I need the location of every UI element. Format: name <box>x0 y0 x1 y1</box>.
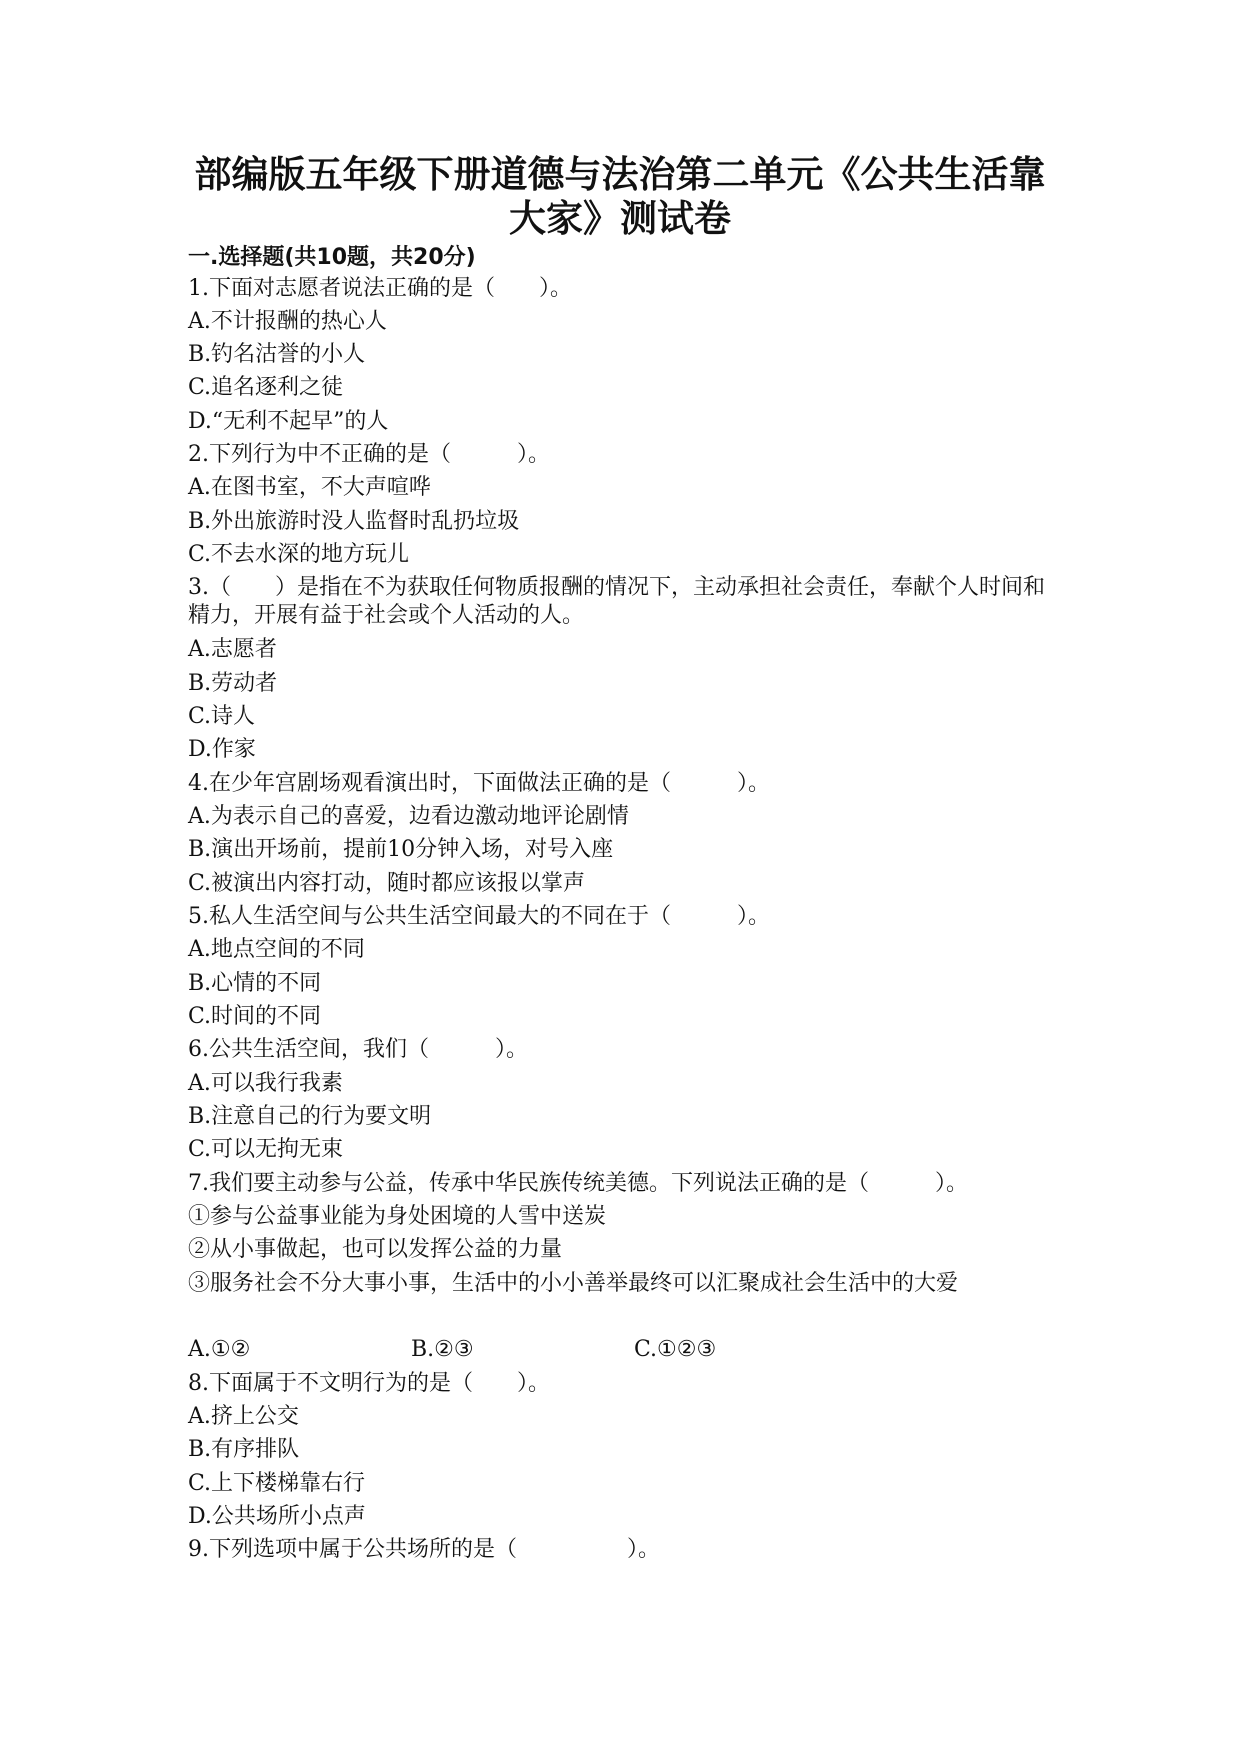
question-7-statement-2: ②从小事做起，也可以发挥公益的力量 <box>188 1237 563 1262</box>
question-8-option-d: D.公共场所小点声 <box>188 1504 366 1529</box>
question-8-stem: 8.下面属于不文明行为的是（ ）。 <box>188 1371 550 1396</box>
question-8-option-a: A.挤上公交 <box>188 1404 299 1429</box>
exam-title-line-1: 部编版五年级下册道德与法治第二单元《公共生活靠 <box>194 153 1046 196</box>
question-5-option-b: B.心情的不同 <box>188 971 322 996</box>
question-1-option-a: A.不计报酬的热心人 <box>188 309 387 334</box>
question-5-option-c: C.时间的不同 <box>188 1004 322 1029</box>
question-3-option-c: C.诗人 <box>188 704 256 729</box>
question-2-stem: 2.下列行为中不正确的是（ ）。 <box>188 442 550 467</box>
question-6-stem: 6.公共生活空间，我们（ ）。 <box>188 1037 528 1062</box>
question-8-option-c: C.上下楼梯靠右行 <box>188 1471 366 1496</box>
question-3-stem: 3.（ ）是指在不为获取任何物质报酬的情况下，主动承担社会责任，奉献个人时间和精力，开展有益于社会或个人活动的人。 <box>188 575 1045 628</box>
question-3-option-a: A.志愿者 <box>188 637 277 662</box>
exam-title-line-2: 大家》测试卷 <box>509 197 731 240</box>
question-3-option-d: D.作家 <box>188 737 256 762</box>
question-7-option-a: A.①② <box>188 1337 251 1362</box>
question-5-stem: 5.私人生活空间与公共生活空间最大的不同在于（ ）。 <box>188 904 770 929</box>
question-6-option-a: A.可以我行我素 <box>188 1071 343 1096</box>
question-4-stem: 4.在少年宫剧场观看演出时，下面做法正确的是（ ）。 <box>188 771 770 796</box>
question-2-option-a: A.在图书室，不大声喧哗 <box>188 475 431 500</box>
question-1-option-b: B.钓名沽誉的小人 <box>188 342 366 367</box>
question-1-stem: 1.下面对志愿者说法正确的是（ ）。 <box>188 276 572 301</box>
question-7-option-b: B.②③ <box>411 1337 474 1362</box>
question-6-option-b: B.注意自己的行为要文明 <box>188 1104 432 1129</box>
question-7-stem: 7.我们要主动参与公益，传承中华民族传统美德。下列说法正确的是（ ）。 <box>188 1171 968 1196</box>
question-3-option-b: B.劳动者 <box>188 671 278 696</box>
section-heading: 一.选择题(共10题，共20分) <box>188 245 476 270</box>
question-2-option-b: B.外出旅游时没人监督时乱扔垃圾 <box>188 509 520 534</box>
question-7-option-c: C.①②③ <box>634 1337 717 1362</box>
question-2-option-c: C.不去水深的地方玩儿 <box>188 542 410 567</box>
question-9-stem: 9.下列选项中属于公共场所的是（ ）。 <box>188 1537 660 1562</box>
question-5-option-a: A.地点空间的不同 <box>188 937 365 962</box>
question-1-option-d: D.“无利不起早”的人 <box>188 409 389 434</box>
question-4-option-a: A.为表示自己的喜爱，边看边激动地评论剧情 <box>188 804 629 829</box>
question-4-option-b: B.演出开场前，提前10分钟入场，对号入座 <box>188 837 614 862</box>
question-7-statement-3: ③服务社会不分大事小事，生活中的小小善举最终可以汇聚成社会生活中的大爱 <box>188 1271 959 1296</box>
question-1-option-c: C.追名逐利之徒 <box>188 375 344 400</box>
question-6-option-c: C.可以无拘无束 <box>188 1137 344 1162</box>
question-7-statement-1: ①参与公益事业能为身处困境的人雪中送炭 <box>188 1204 607 1229</box>
question-8-option-b: B.有序排队 <box>188 1437 300 1462</box>
question-4-option-c: C.被演出内容打动，随时都应该报以掌声 <box>188 871 586 896</box>
